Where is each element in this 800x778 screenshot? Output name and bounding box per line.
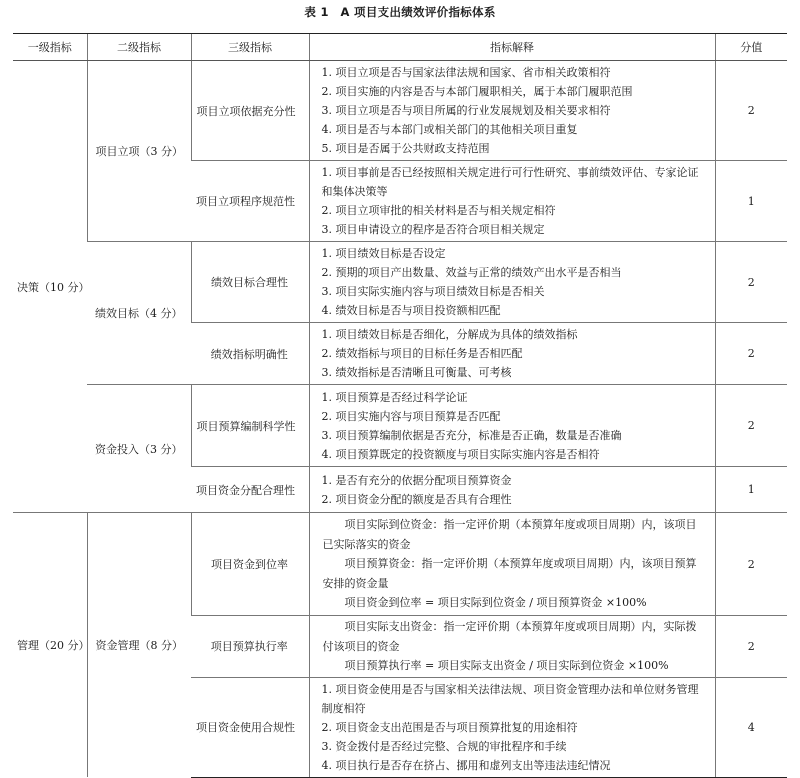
explanation-line: 2. 项目实施内容与项目预算是否匹配 <box>321 409 501 423</box>
level3-cell: 项目预算编制科学性 <box>191 385 309 467</box>
explanation-line: 4. 绩效目标是否与项目投资额相匹配 <box>321 304 501 317</box>
explanation-line: 项目实际到位资金：指一定评价期（本预算年度或项目周期）内，该项目已实际落实的资金 <box>322 518 697 551</box>
level2-cell: 项目立项（3 分） <box>87 61 191 242</box>
table-row <box>13 385 787 467</box>
level3-cell: 项目预算执行率 <box>191 616 309 678</box>
explanation-cell <box>309 242 715 323</box>
explanation-cell <box>309 677 715 777</box>
explanation-line: 项目预算资金：指一定评价期（本预算年度或项目周期）内，该项目预算安排的资金量 <box>322 557 697 590</box>
explanation-cell <box>309 467 715 513</box>
level3-cell: 项目资金到位率 <box>191 513 309 616</box>
explanation-line: 4. 项目是否与本部门或相关部门的其他相关项目重复 <box>321 123 578 136</box>
explanation-line: 3. 项目申请设立的程序是否符合项目相关规定 <box>321 223 545 236</box>
score-cell: 2 <box>715 616 787 678</box>
level3-cell: 项目资金使用合规性 <box>191 677 309 777</box>
explanation-cell <box>309 323 715 385</box>
explanation-line: 3. 项目实际实施内容与项目绩效目标是否相关 <box>321 285 545 298</box>
header-level1: 一级指标 <box>13 34 87 61</box>
explanation-line: 2. 项目资金支出范围是否与项目预算批复的用途相符 <box>321 720 578 734</box>
evaluation-index-table <box>13 33 787 778</box>
score-cell: 2 <box>715 323 787 385</box>
header-explanation: 指标解释 <box>309 34 715 61</box>
header-score: 分值 <box>715 34 787 61</box>
explanation-line: 2. 项目资金分配的额度是否具有合理性 <box>321 492 512 506</box>
explanation-cell <box>309 513 715 616</box>
explanation-cell <box>309 385 715 467</box>
header-row <box>13 34 787 61</box>
explanation-line: 3. 资金拨付是否经过完整、合规的审批程序和手续 <box>321 739 567 753</box>
explanation-line: 1. 项目绩效目标是否细化，分解成为具体的绩效指标 <box>321 328 578 341</box>
header-level2: 二级指标 <box>87 34 191 61</box>
table-row <box>13 513 787 616</box>
level3-cell: 项目资金分配合理性 <box>191 467 309 513</box>
explanation-line: 1. 项目绩效目标是否设定 <box>321 247 446 260</box>
explanation-line: 2. 绩效指标与项目的目标任务是否相匹配 <box>321 347 523 360</box>
explanation-line: 1. 项目事前是否已经按照相关规定进行可行性研究、事前绩效评估、专家论证和集体决策等 <box>321 166 699 198</box>
explanation-line: 1. 项目预算是否经过科学论证 <box>321 390 468 404</box>
explanation-line: 3. 项目立项是否与项目所属的行业发展规划及相关要求相符 <box>321 104 611 117</box>
header-level3: 三级指标 <box>191 34 309 61</box>
explanation-line: 项目预算执行率 = 项目实际支出资金 / 项目实际到位资金 ×100% <box>344 659 669 672</box>
score-cell: 2 <box>715 385 787 467</box>
level2-cell: 资金管理（8 分） <box>87 513 191 778</box>
score-cell: 2 <box>715 513 787 616</box>
explanation-line: 项目资金到位率 = 项目实际到位资金 / 项目预算资金 ×100% <box>344 596 647 610</box>
score-cell: 1 <box>715 467 787 513</box>
explanation-line: 2. 预期的项目产出数量、效益与正常的绩效产出水平是否相当 <box>321 266 622 279</box>
level2-cell: 绩效目标（4 分） <box>87 242 191 385</box>
table-row <box>13 61 787 161</box>
explanation-line: 2. 项目立项审批的相关材料是否与相关规定相符 <box>321 204 556 217</box>
level3-cell: 项目立项依据充分性 <box>191 61 309 161</box>
explanation-line: 5. 项目是否属于公共财政支持范围 <box>321 142 490 155</box>
explanation-cell <box>309 161 715 242</box>
table-row <box>13 242 787 323</box>
table-caption: 表 1 A 项目支出绩效评价指标体系 <box>304 5 496 19</box>
explanation-line: 3. 绩效指标是否清晰且可衡量、可考核 <box>321 366 512 379</box>
score-cell: 2 <box>715 242 787 323</box>
score-cell: 2 <box>715 61 787 161</box>
level3-cell: 绩效目标合理性 <box>191 242 309 323</box>
level1-cell: 决策（10 分） <box>13 61 87 513</box>
level3-cell: 绩效指标明确性 <box>191 323 309 385</box>
score-cell: 4 <box>715 677 787 777</box>
explanation-line: 4. 项目预算既定的投资额度与项目实际实施内容是否相符 <box>321 447 600 461</box>
level1-cell: 管理（20 分） <box>13 513 87 778</box>
explanation-line: 2. 项目实施的内容是否与本部门履职相关，属于本部门履职范围 <box>321 85 633 98</box>
explanation-line: 1. 项目资金使用是否与国家相关法律法规、项目资金管理办法和单位财务管理制度相符 <box>321 682 699 715</box>
explanation-line: 1. 项目立项是否与国家法律法规和国家、省市相关政策相符 <box>321 66 611 79</box>
score-cell: 1 <box>715 161 787 242</box>
explanation-line: 项目实际支出资金：指一定评价期（本预算年度或项目周期）内，实际拨付该项目的资金 <box>322 620 697 653</box>
explanation-line: 4. 项目执行是否存在挤占、挪用和虚列支出等违法违纪情况 <box>321 758 611 772</box>
explanation-cell <box>309 61 715 161</box>
level3-cell: 项目立项程序规范性 <box>191 161 309 242</box>
level2-cell: 资金投入（3 分） <box>87 385 191 513</box>
explanation-line: 1. 是否有充分的依据分配项目预算资金 <box>321 473 512 487</box>
explanation-cell <box>309 616 715 678</box>
explanation-line: 3. 项目预算编制依据是否充分，标准是否正确，数量是否准确 <box>321 428 622 442</box>
